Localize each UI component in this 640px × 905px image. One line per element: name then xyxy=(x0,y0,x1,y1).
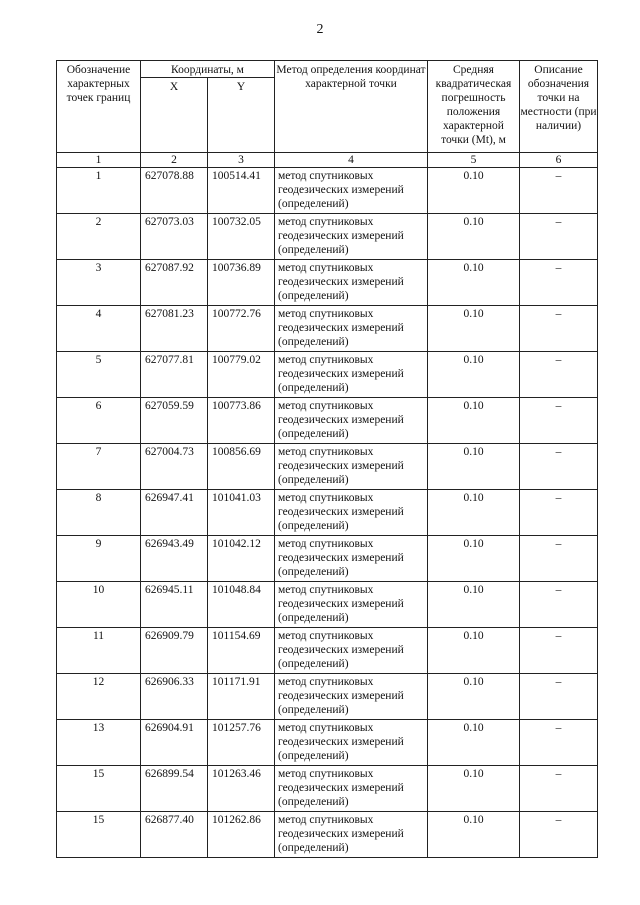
y-coordinate: 100772.76 xyxy=(208,306,275,352)
description: – xyxy=(520,214,598,260)
description: – xyxy=(520,352,598,398)
table-row xyxy=(57,582,598,628)
method: метод спутниковых геодезических измерений (определений) xyxy=(275,628,428,674)
description: – xyxy=(520,674,598,720)
x-coordinate: 626906.33 xyxy=(141,674,208,720)
method: метод спутниковых геодезических измерений (определений) xyxy=(275,168,428,214)
method: метод спутниковых геодезических измерений (определений) xyxy=(275,582,428,628)
y-coordinate: 100856.69 xyxy=(208,444,275,490)
method: метод спутниковых геодезических измерений (определений) xyxy=(275,214,428,260)
table-row xyxy=(57,306,598,352)
point-id: 6 xyxy=(57,398,141,444)
description: – xyxy=(520,306,598,352)
y-coordinate: 101042.12 xyxy=(208,536,275,582)
point-id: 2 xyxy=(57,214,141,260)
y-coordinate: 101257.76 xyxy=(208,720,275,766)
mean-error: 0.10 xyxy=(428,398,520,444)
column-number: 5 xyxy=(428,153,520,168)
mean-error: 0.10 xyxy=(428,582,520,628)
description: – xyxy=(520,444,598,490)
y-coordinate: 101048.84 xyxy=(208,582,275,628)
mean-error: 0.10 xyxy=(428,214,520,260)
table-row xyxy=(57,536,598,582)
header-x: X xyxy=(141,78,208,153)
mean-error: 0.10 xyxy=(428,766,520,812)
x-coordinate: 627004.73 xyxy=(141,444,208,490)
column-number: 4 xyxy=(275,153,428,168)
x-coordinate: 626945.11 xyxy=(141,582,208,628)
point-id: 5 xyxy=(57,352,141,398)
column-number: 2 xyxy=(141,153,208,168)
x-coordinate: 626947.41 xyxy=(141,490,208,536)
mean-error: 0.10 xyxy=(428,628,520,674)
table-row xyxy=(57,168,598,214)
method: метод спутниковых геодезических измерений (определений) xyxy=(275,812,428,858)
boundary-points-table xyxy=(56,60,598,858)
table-row xyxy=(57,812,598,858)
point-id: 4 xyxy=(57,306,141,352)
description: – xyxy=(520,628,598,674)
mean-error: 0.10 xyxy=(428,812,520,858)
point-id: 7 xyxy=(57,444,141,490)
method: метод спутниковых геодезических измерений (определений) xyxy=(275,720,428,766)
table-row xyxy=(57,398,598,444)
point-id: 15 xyxy=(57,766,141,812)
x-coordinate: 626877.40 xyxy=(141,812,208,858)
table-row xyxy=(57,260,598,306)
point-id: 11 xyxy=(57,628,141,674)
method: метод спутниковых геодезических измерений (определений) xyxy=(275,536,428,582)
point-id: 13 xyxy=(57,720,141,766)
y-coordinate: 100514.41 xyxy=(208,168,275,214)
description: – xyxy=(520,260,598,306)
table-row xyxy=(57,214,598,260)
method: метод спутниковых геодезических измерений (определений) xyxy=(275,352,428,398)
description: – xyxy=(520,582,598,628)
mean-error: 0.10 xyxy=(428,168,520,214)
method: метод спутниковых геодезических измерений (определений) xyxy=(275,674,428,720)
header-method: Метод определения координат характерной точки xyxy=(275,61,428,153)
description: – xyxy=(520,398,598,444)
x-coordinate: 626899.54 xyxy=(141,766,208,812)
point-id: 10 xyxy=(57,582,141,628)
description: – xyxy=(520,766,598,812)
table-row xyxy=(57,490,598,536)
method: метод спутниковых геодезических измерений (определений) xyxy=(275,766,428,812)
y-coordinate: 101262.86 xyxy=(208,812,275,858)
method: метод спутниковых геодезических измерений (определений) xyxy=(275,398,428,444)
mean-error: 0.10 xyxy=(428,260,520,306)
x-coordinate: 627077.81 xyxy=(141,352,208,398)
table-row xyxy=(57,766,598,812)
header-y: Y xyxy=(208,78,275,153)
y-coordinate: 100773.86 xyxy=(208,398,275,444)
y-coordinate: 100736.89 xyxy=(208,260,275,306)
x-coordinate: 627059.59 xyxy=(141,398,208,444)
x-coordinate: 627087.92 xyxy=(141,260,208,306)
x-coordinate: 626904.91 xyxy=(141,720,208,766)
description: – xyxy=(520,720,598,766)
header-coordinates: Координаты, м xyxy=(141,61,275,78)
description: – xyxy=(520,812,598,858)
method: метод спутниковых геодезических измерений (определений) xyxy=(275,260,428,306)
column-number: 3 xyxy=(208,153,275,168)
point-id: 12 xyxy=(57,674,141,720)
table-row xyxy=(57,628,598,674)
method: метод спутниковых геодезических измерений (определений) xyxy=(275,444,428,490)
mean-error: 0.10 xyxy=(428,720,520,766)
method: метод спутниковых геодезических измерений (определений) xyxy=(275,306,428,352)
column-number: 1 xyxy=(57,153,141,168)
point-id: 9 xyxy=(57,536,141,582)
point-id: 3 xyxy=(57,260,141,306)
x-coordinate: 627078.88 xyxy=(141,168,208,214)
y-coordinate: 101171.91 xyxy=(208,674,275,720)
x-coordinate: 626909.79 xyxy=(141,628,208,674)
y-coordinate: 101041.03 xyxy=(208,490,275,536)
table-row xyxy=(57,720,598,766)
method: метод спутниковых геодезических измерений (определений) xyxy=(275,490,428,536)
mean-error: 0.10 xyxy=(428,444,520,490)
y-coordinate: 100732.05 xyxy=(208,214,275,260)
y-coordinate: 100779.02 xyxy=(208,352,275,398)
point-id: 1 xyxy=(57,168,141,214)
x-coordinate: 627081.23 xyxy=(141,306,208,352)
point-id: 8 xyxy=(57,490,141,536)
column-number: 6 xyxy=(520,153,598,168)
header-description: Описание обозначения точки на местности (при наличии) xyxy=(520,61,598,153)
y-coordinate: 101263.46 xyxy=(208,766,275,812)
mean-error: 0.10 xyxy=(428,536,520,582)
point-id: 15 xyxy=(57,812,141,858)
y-coordinate: 101154.69 xyxy=(208,628,275,674)
page-number: 2 xyxy=(316,22,324,37)
x-coordinate: 626943.49 xyxy=(141,536,208,582)
header-error: Средняя квадратическая погрешность положения характерной точки (Mt), м xyxy=(428,61,520,153)
header-point: Обозначение характерных точек границ xyxy=(57,61,141,153)
mean-error: 0.10 xyxy=(428,352,520,398)
table-row xyxy=(57,352,598,398)
x-coordinate: 627073.03 xyxy=(141,214,208,260)
description: – xyxy=(520,168,598,214)
table-row xyxy=(57,444,598,490)
description: – xyxy=(520,536,598,582)
mean-error: 0.10 xyxy=(428,674,520,720)
mean-error: 0.10 xyxy=(428,490,520,536)
description: – xyxy=(520,490,598,536)
table-row xyxy=(57,674,598,720)
mean-error: 0.10 xyxy=(428,306,520,352)
